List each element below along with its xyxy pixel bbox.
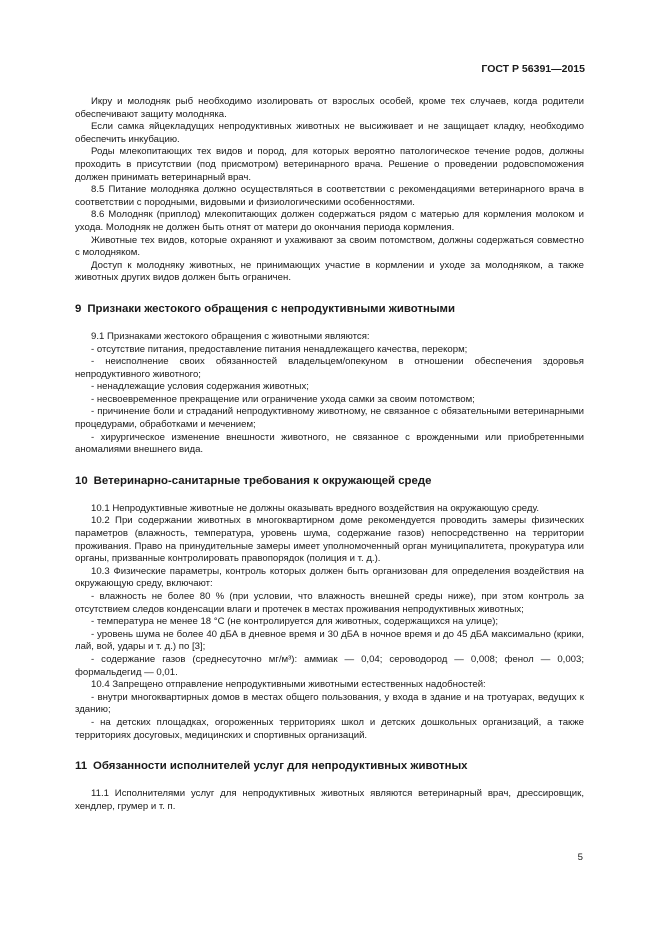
paragraph: - ненадлежащие условия содержания животных; — [91, 381, 309, 393]
page-body — [75, 96, 584, 813]
paragraph: - хирургическое изменение внешности животного, не связанное с врожденными или приобретенными аномалиями внешнего вида. — [75, 431, 584, 456]
paragraph: 8.6 Молодняк (приплод) млекопитающих должен содержаться рядом с матерью для кормления молоком и ухода. Молодняк не должен быть отнят от матери до окончания периода кормления. — [75, 209, 584, 233]
section-title: Обязанности исполнителей услуг для непродуктивных животных — [93, 760, 468, 773]
section-title: Ветеринарно-санитарные требования к окружающей среде — [93, 474, 432, 487]
paragraph: - неисполнение своих обязанностей владельцем/опекуном в отношении обеспечения здоровья непродуктивного животного; — [75, 356, 584, 380]
page-number: 5 — [577, 852, 583, 863]
paragraph: Если самка яйцекладущих непродуктивных животных не высиживает и не защищает кладку, необходимо обеспечить инкубацию. — [75, 121, 584, 145]
paragraph: Животные тех видов, которые охраняют и ухаживают за своим потомством, должны содержаться совместно с молодняком. — [75, 234, 584, 259]
section-heading — [75, 474, 584, 488]
paragraph: 11.1 Исполнителями услуг для непродуктивных животных являются ветеринарный врач, дрессировщик, хендлер, грумер и т. п. — [75, 788, 584, 812]
paragraph: 10.4 Запрещено отправление непродуктивными животными естественных надобностей: — [91, 679, 486, 691]
section-heading — [75, 759, 584, 773]
paragraph: 8.5 Питание молодняка должно осуществляться в соответствии с рекомендациями ветеринарного врача в соответствии с породными, видовыми и физиологическими особенностями. — [75, 184, 584, 208]
paragraph: Доступ к молодняку животных, не принимающих участие в кормлении и уходе за молодняком, а также животных других видов должен быть ограничен. — [75, 259, 584, 284]
paragraph: - отсутствие питания, предоставление питания ненадлежащего качества, перекорм; — [91, 343, 468, 355]
paragraph: Роды млекопитающих тех видов и пород, для которых вероятно патологическое течение родов, должны проходить в присутствии (под присмотром) ветеринарного врача. Решение о проведении родовспоможения должен принимать ветеринарный врач. — [75, 146, 584, 183]
paragraph: 10.1 Непродуктивные животные не должны оказывать вредного воздействия на окружающую среду. — [91, 502, 540, 514]
paragraph: - причинение боли и страданий непродуктивному животному, не связанное с обязательными ветеринарными процедурами, обработками и мечением; — [75, 406, 584, 431]
paragraph: - несвоевременное прекращение или ограничение ухода самки за своим потомством; — [91, 393, 475, 405]
section-number: 11 — [75, 760, 88, 773]
paragraph: - уровень шума не более 40 дБА в дневное время и 30 дБА в ночное время и до 45 дБА максимально (крики, лай, вой, удары и т. д.) по [3]; — [75, 628, 584, 653]
paragraph: - на детских площадках, огороженных территориях школ и детских дошкольных организаций, а также территориях досуговых, медицинских и спортивных организаций. — [75, 716, 584, 741]
paragraph: 10.2 При содержании животных в многоквартирном доме рекомендуется проводить замеры физических параметров (влажность, температура, уровень шума, содержание газов) непосредственно на территории проживания. Право на принудительные замеры имеет уполномоченный орган муниципалитета, прокуратура или органы, призванные контролировать правопорядок (полиция и т. д.). — [75, 515, 584, 565]
paragraph: 9.1 Признаками жестокого обращения с животными являются: — [91, 330, 370, 342]
section-number: 9 — [75, 302, 82, 315]
section-title: Признаки жестокого обращения с непродуктивными животными — [87, 302, 455, 315]
paragraph: - температура не менее 18 °С (не контролируется для животных, содержащихся на улице); — [91, 616, 499, 628]
paragraph: - внутри многоквартирных домов в местах общего пользования, у входа в здание и на тротуарах, ведущих к зданию; — [75, 691, 584, 716]
section-number: 10 — [75, 474, 88, 487]
document-id-header: ГОСТ Р 56391—2015 — [481, 63, 585, 75]
paragraph: Икру и молодняк рыб необходимо изолировать от взрослых особей, кроме тех случаев, когда родители обеспечивают защиту молодняка. — [75, 96, 584, 120]
paragraph: - содержание газов (среднесуточно мг/м³): аммиак — 0,04; сероводород — 0,008; фенол — 0,003; формальдегид — 0,01. — [75, 653, 584, 678]
paragraph: - влажность не более 80 % (при условии, что влажность внешней среды ниже), при этом контроль за отсутствием следов конденсации влаги и протечек в местах проживания непродуктивных животных; — [75, 591, 584, 615]
section-heading — [75, 302, 584, 316]
paragraph: 10.3 Физические параметры, контроль которых должен быть организован для определения воздействия на окружающую среду, включают: — [75, 565, 584, 590]
